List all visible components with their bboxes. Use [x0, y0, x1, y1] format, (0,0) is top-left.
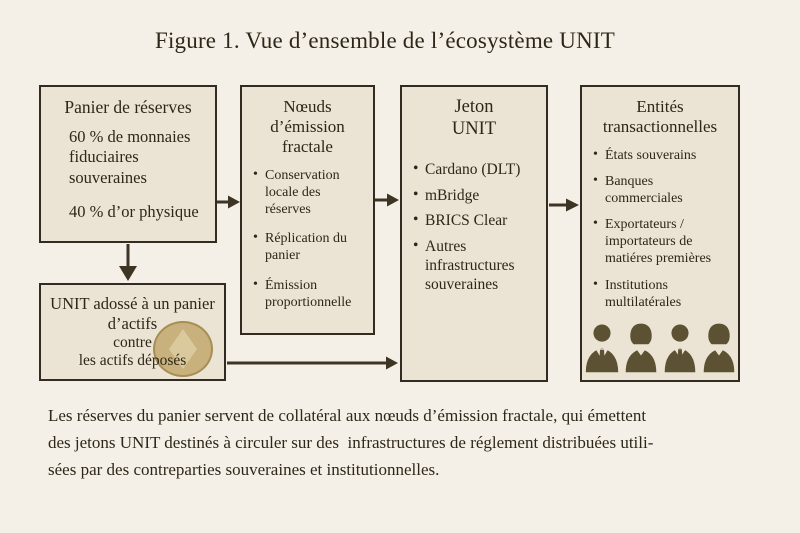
entites-bullet: • Banques commerciales: [593, 173, 733, 207]
panier-item-monnaies: 60 % de monnaies fiduciaires souveraines: [69, 126, 191, 187]
arrow-jeton-to-entites: [549, 199, 579, 212]
person-woman-icon: [701, 320, 737, 374]
person-woman-icon: [623, 320, 659, 374]
entites-bullet-list: [582, 147, 738, 311]
arrow-adosse-to-jeton: [227, 357, 398, 370]
box-entites-title: Entités transactionnelles: [602, 97, 718, 137]
box-noeuds-emission: [240, 85, 375, 335]
jeton-bullet: • mBridge: [413, 187, 541, 206]
jeton-bullet: • Cardano (DLT): [413, 161, 541, 180]
box-unit-adosse: [39, 283, 226, 381]
arrow-reserves-to-noeuds: [217, 196, 240, 209]
box-panier-body: [41, 118, 215, 223]
noeuds-bullet-list: [242, 167, 373, 311]
panier-item-or: 40 % d’or physique: [69, 201, 199, 221]
box-entites-transactionnelles: [580, 85, 740, 382]
caption-line: des jetons UNIT destinés à circuler sur des infrastructures de réglement distribuées utili-: [48, 433, 654, 452]
adosse-line-2: contre: [113, 333, 152, 351]
box-panier-de-reserves: [39, 85, 217, 243]
box-jeton-title: Jeton UNIT: [451, 97, 497, 139]
box-noeuds-title: Nœuds d’émission fractale: [270, 97, 345, 157]
box-panier-title: Panier de réserves: [64, 97, 192, 117]
caption-line: sées par des contreparties souveraines et institutionnelles.: [48, 460, 440, 479]
arrow-reserves-to-adosse: [119, 244, 137, 281]
box-jeton-unit: [400, 85, 548, 382]
adosse-line-1: UNIT adossé à un panier d’actifs: [50, 294, 215, 333]
box-adosse-text: [41, 285, 224, 371]
noeuds-bullet: • Émission proportionnelle: [253, 277, 368, 311]
person-man-suit-icon: [584, 320, 620, 374]
adosse-line-3: les actifs déposés: [78, 352, 187, 370]
figure-title: Figure 1. Vue d’ensemble de l’écosystème UNIT: [154, 28, 616, 53]
entites-bullet: • Exportateurs / importateurs de matiéres premières: [593, 216, 733, 267]
entites-bullet: • États souverains: [593, 147, 733, 164]
jeton-bullet-list: [402, 161, 546, 295]
caption-line: Les réserves du panier servent de collatéral aux nœuds d’émission fractale, qui émettent: [48, 406, 647, 425]
person-man-tie-icon: [662, 320, 698, 374]
noeuds-bullet: • Réplication du panier: [253, 230, 368, 264]
business-people-icons: [582, 320, 738, 374]
figure-caption: [48, 402, 653, 483]
noeuds-bullet: • Conservation locale des réserves: [253, 167, 368, 218]
entites-bullet: • Institutions multilatérales: [593, 277, 733, 311]
jeton-bullet: • BRICS Clear: [413, 212, 541, 231]
jeton-bullet: • Autres infrastructures souveraines: [413, 238, 541, 295]
arrow-noeuds-to-jeton: [375, 194, 399, 207]
